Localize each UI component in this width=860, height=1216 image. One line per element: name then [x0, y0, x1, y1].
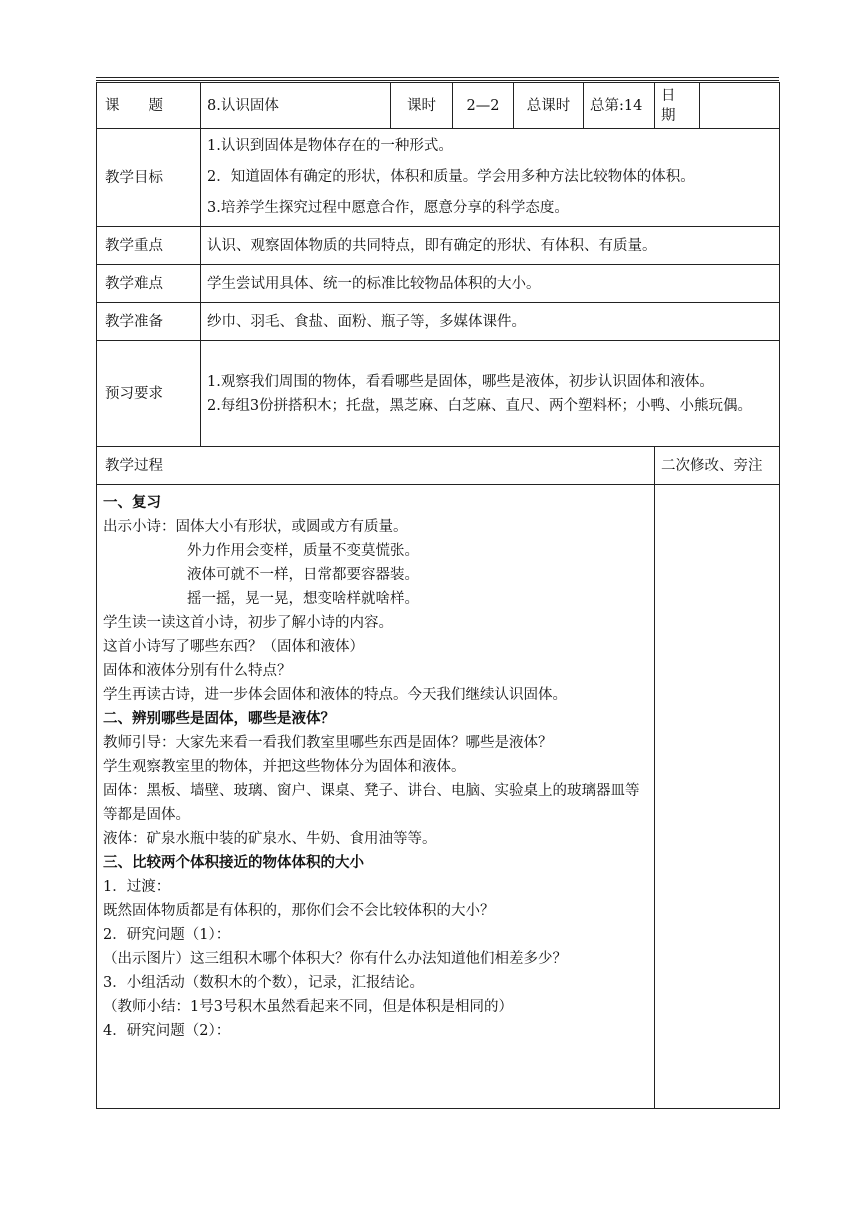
poem-line: 液体可就不一样，日常都要容器装。 [187, 567, 419, 583]
process-body-row [97, 485, 780, 1109]
section-heading: 二、辨别哪些是固体，哪些是液体？ [103, 710, 335, 727]
ke-ti-label: 课 题 [97, 83, 201, 129]
preview-content [201, 341, 780, 447]
zong-ke-shi-value: 总第:14 [584, 83, 655, 129]
process-line: 教师引导：大家先来看一看我们教室里哪些东西是固体？哪些是液体？ [103, 735, 553, 751]
header-rule [96, 77, 779, 78]
ri-qi-label-1: 日 [661, 87, 676, 104]
difficulties-row [97, 265, 780, 303]
header-rule-2 [96, 80, 779, 81]
lesson-plan-table [96, 82, 780, 1109]
difficulties-label: 教学难点 [97, 265, 201, 303]
goal-item: 2．知道固体有确定的形状，体积和质量。学会用多种方法比较物体的体积。 [207, 169, 695, 185]
preparation-label: 教学准备 [97, 303, 201, 341]
process-line: 1．过渡： [103, 879, 171, 895]
process-line: 2．研究问题（1）： [103, 927, 231, 943]
preview-item: 2.每组3份拼搭积木；托盘，黑芝麻、白芝麻、直尺、两个塑料杯；小鸭、小熊玩偶。 [207, 397, 753, 414]
ri-qi-label [655, 83, 700, 129]
process-line: 这首小诗写了哪些东西？（固体和液体） [103, 639, 364, 655]
preview-label: 预习要求 [97, 341, 201, 447]
section-heading: 三、比较两个体积接近的物体体积的大小 [103, 854, 364, 871]
key-points-value: 认识、观察固体物质的共同特点，即有确定的形状、有体积、有质量。 [201, 227, 780, 265]
process-line: 固体：黑板、墙壁、玻璃、窗户、课桌、凳子、讲台、电脑、实验桌上的玻璃器皿等等都是固体。 [103, 783, 640, 823]
process-line: （教师小结：1号3号积木虽然看起来不同，但是体积是相同的） [103, 999, 513, 1015]
process-line: 既然固体物质都是有体积的，那你们会不会比较体积的大小？ [103, 903, 495, 919]
ke-shi-label: 课时 [391, 83, 453, 129]
preview-row [97, 341, 780, 447]
ri-qi-value [700, 83, 780, 129]
key-points-row [97, 227, 780, 265]
process-line: 学生再读古诗，进一步体会固体和液体的特点。今天我们继续认识固体。 [103, 687, 567, 703]
process-line: 出示小诗：固体大小有形状，或圆或方有质量。 [103, 519, 408, 535]
process-content [97, 485, 655, 1109]
preparation-row [97, 303, 780, 341]
goal-item: 3.培养学生探究过程中愿意合作，愿意分享的科学态度。 [207, 200, 569, 216]
section-heading: 一、复习 [103, 494, 161, 511]
goals-label: 教学目标 [97, 129, 201, 227]
goals-content [201, 129, 780, 227]
process-header-row [97, 447, 780, 485]
ke-ti-value: 8.认识固体 [201, 83, 391, 129]
side-notes-content [655, 485, 780, 1109]
process-label: 教学过程 [97, 447, 655, 485]
header-row [97, 83, 780, 129]
process-line: 4．研究问题（2）： [103, 1023, 231, 1039]
poem-line: 摇一摇，晃一晃，想变啥样就啥样。 [187, 591, 419, 607]
process-line: 液体：矿泉水瓶中装的矿泉水、牛奶、食用油等等。 [103, 831, 437, 847]
goal-item: 1.认识到固体是物体存在的一种形式。 [207, 138, 453, 154]
preparation-value: 纱巾、羽毛、食盐、面粉、瓶子等，多媒体课件。 [201, 303, 780, 341]
preview-item: 1.观察我们周围的物体，看看哪些是固体，哪些是液体，初步认识固体和液体。 [207, 373, 714, 390]
process-line: （出示图片）这三组积木哪个体积大？你有什么办法知道他们相差多少？ [103, 951, 567, 967]
poem-line: 外力作用会变样，质量不变莫慌张。 [187, 543, 419, 559]
process-line: 学生读一读这首小诗，初步了解小诗的内容。 [103, 615, 393, 631]
ke-shi-value: 2—2 [453, 83, 514, 129]
difficulties-value: 学生尝试用具体、统一的标准比较物品体积的大小。 [201, 265, 780, 303]
ri-qi-label-2: 期 [661, 107, 676, 124]
process-line: 固体和液体分别有什么特点？ [103, 663, 292, 679]
side-notes-label: 二次修改、旁注 [655, 447, 780, 485]
process-line: 学生观察教室里的物体，并把这些物体分为固体和液体。 [103, 759, 466, 775]
zong-ke-shi-label: 总课时 [514, 83, 584, 129]
goals-row [97, 129, 780, 227]
process-line: 3．小组活动（数积木的个数），记录，汇报结论。 [103, 975, 424, 991]
key-points-label: 教学重点 [97, 227, 201, 265]
